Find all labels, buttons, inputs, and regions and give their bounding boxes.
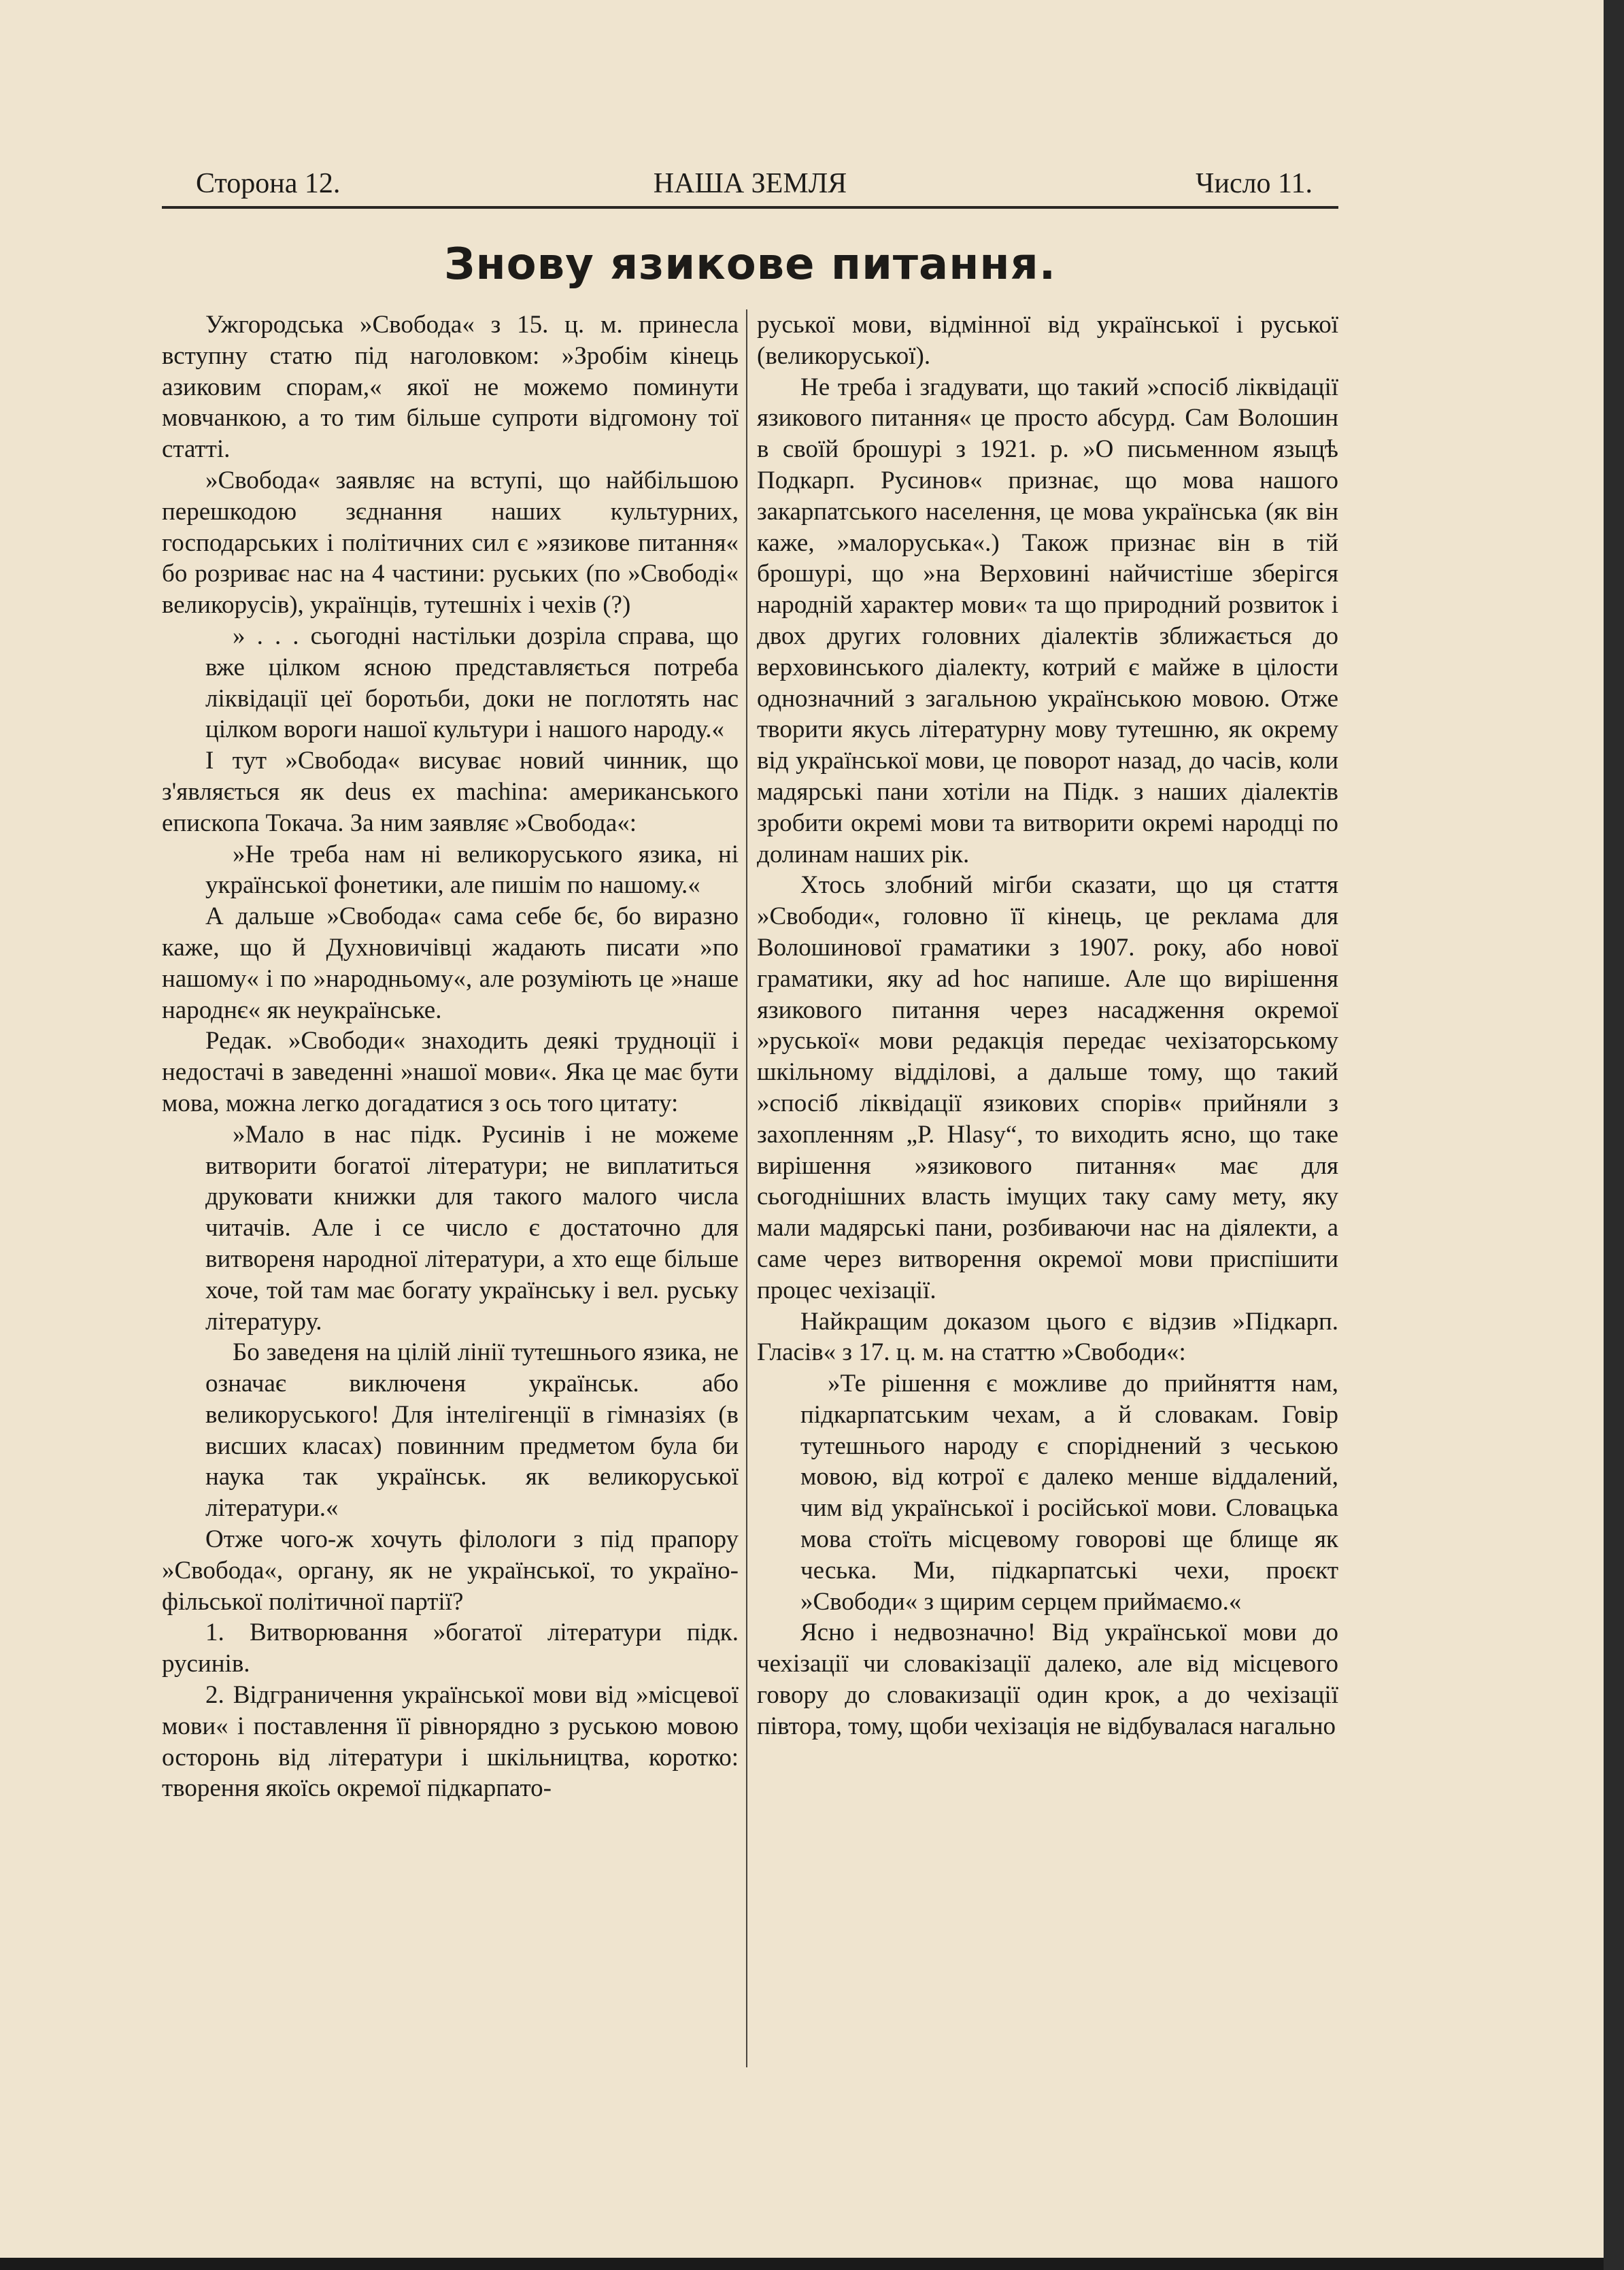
quote-paragraph: » . . . сьогодні настільки дозріла справа, що вже цілком ясною представляється потреба ліквідації цеї боротьби, доки не поглотять нас цілком вороги нашої культури і нашого народу.« [205,622,739,744]
paragraph: руської мови, відмінної від української і руської (великоруської). [757,311,1338,370]
article-title: Знову язикове питання. [443,239,1057,290]
page-header [162,163,1338,204]
publication-name: НАША ЗЕМЛЯ [653,168,847,199]
paragraph: »Свобода« заявляє на вступі, що найбільшою перешкодою зєднання наших культурних, господарських і політичних сил є »язикове питання« бо розриває нас на 4 частини: руських (по »Свободі« великорусів), українців, тутешніх і чехів (?) [162,466,739,620]
quote-paragraph: »Мало в нас підк. Русинів і не можеме витворити богатої літератури; не виплатиться друковати книжки для такого малого числа читачів. Але і се число є достаточно для витвореня народної літератури, а хто еще більше хоче, той там має богату українську і вел. руську літературу. [205,1120,739,1336]
article-column-right [757,309,1338,1742]
paragraph: Ясно і недвозначно! Від української мови до чехізації чи словакізації далеко, але від місцевого говору до словакизації один крок, а до чехізації півтора, тому, щоби чехізація не відбувалася нагально [757,1619,1338,1740]
paragraph: А дальше »Свобода« сама себе бє, бо виразно каже, що й Духновичівці жадають писати »по нашому« і по »народньому«, але розуміють це »наше народнє« як неукраїнське. [162,902,739,1024]
scan-border [1604,0,1624,2270]
paragraph: Ужгородська »Свобода« з 15. ц. м. принесла вступну статю під наголовком: »Зробім кінець азиковим спорам,« якої не можемо поминути мовчанкою, а то тим більше супроти відгомону тої статті. [162,311,739,464]
paragraph: Отже чого-ж хочуть філологи з під прапору »Свобода«, органу, як не української, то україно-фільської політичної партії? [162,1525,739,1616]
paragraph: Найкращим доказом цього є відзив »Підкарп. Гласів« з 17. ц. м. на статтю »Свободи«: [757,1307,1338,1367]
paragraph: 2. Відграничення української мови від »місцевої мови« і поставлення її рівнорядно з руською мовою осторонь від літератури і шкільництва, коротко: творення якоїсь окремої підкарпато- [162,1681,739,1803]
quote-paragraph: Бо заведеня на цілій лінії тутешнього язика, не означає виключеня українськ. або великоруського! Для інтелігенції в гімназіях (в висших класах) повинним предметом була би наука так українськ. як великоруської літератури.« [205,1338,739,1523]
header-rule [162,206,1338,209]
paragraph: І тут »Свобода« висуває новий чинник, що з'являється як deus ex machina: американського епископа Токача. За ним заявляє »Свобода«: [162,747,739,837]
column-divider [746,309,747,2067]
article-column-left [162,309,739,1804]
paragraph: Редак. »Свободи« знаходить деякі трудноції і недостачі в заведенні »нашої мови«. Яка це має бути мова, можна легко догадатися з ось того цитату: [162,1027,739,1117]
paragraph: Хтось злобний мігби сказати, що ця стаття »Свободи«, головно її кінець, це реклама для Волошинової граматики з 1907. року, або нової граматики, яку ad hoc напише. Але що вирішення язикового питання через насадження окремої »руської« мови редакція передає чехізаторському шкільному відділові, а дальше тому, що такий »спосіб ліквідації язикових спорів« прийняли з захопленням „Р. Hlasy“, то виходить ясно, що таке вирішення »язикового питання« має для сьогоднішних власть імущих таку саму мету, яку мали мадярські пани, розбиваючи нас на діялекти, а саме через витворення окремої мови приспішити процес чехізації. [757,871,1338,1304]
paragraph: Не треба і згадувати, що такий »спосіб ліквідації язикового питання« це просто абсурд. Сам Волошин в своїй брошурі з 1921. р. »О письменном языцѣ Подкарп. Русинов« признає, що мова нашого закарпатського населення, це мова українська (як він каже, »малоруська«.) Також признає він в тій брошурі, що »на Верховині найчистіше зберігся народній характер мови« та що природний розвиток і двох других головних діалектів зближається до верховинського діалекту, котрий є майже в цілости однозначний з загальною українською мовою. Отже творити якусь літературну мову тутешню, як окрему від української мови, це поворот назад, до часів, коли мадярські пани хотіли на Підк. з наших діалектів зробити окремі мови та витворити окремі народці по долинам наших рік. [757,373,1338,868]
quote-paragraph: »Не треба нам ні великоруського язика, ні української фонетики, але пишім по нашому.« [205,840,739,900]
paragraph: 1. Витворювання »богатої літератури підк. русинів. [162,1619,739,1678]
page-number-label: Сторона 12. [196,168,341,199]
quote-paragraph: »Те рішення є можливе до прийняття нам, підкарпатським чехам, а й словакам. Говір тутешнього народу є споріднений з чеською мовою, від котрої є далеко менше віддалений, чим від української і російської мови. Словацька мова стоїть місцевому говорові ще блище як чеська. Ми, підкарпатські чехи, проєкт »Свободи« з щирим серцем приймаємо.« [800,1370,1338,1616]
issue-number-label: Число 11. [1196,168,1313,199]
